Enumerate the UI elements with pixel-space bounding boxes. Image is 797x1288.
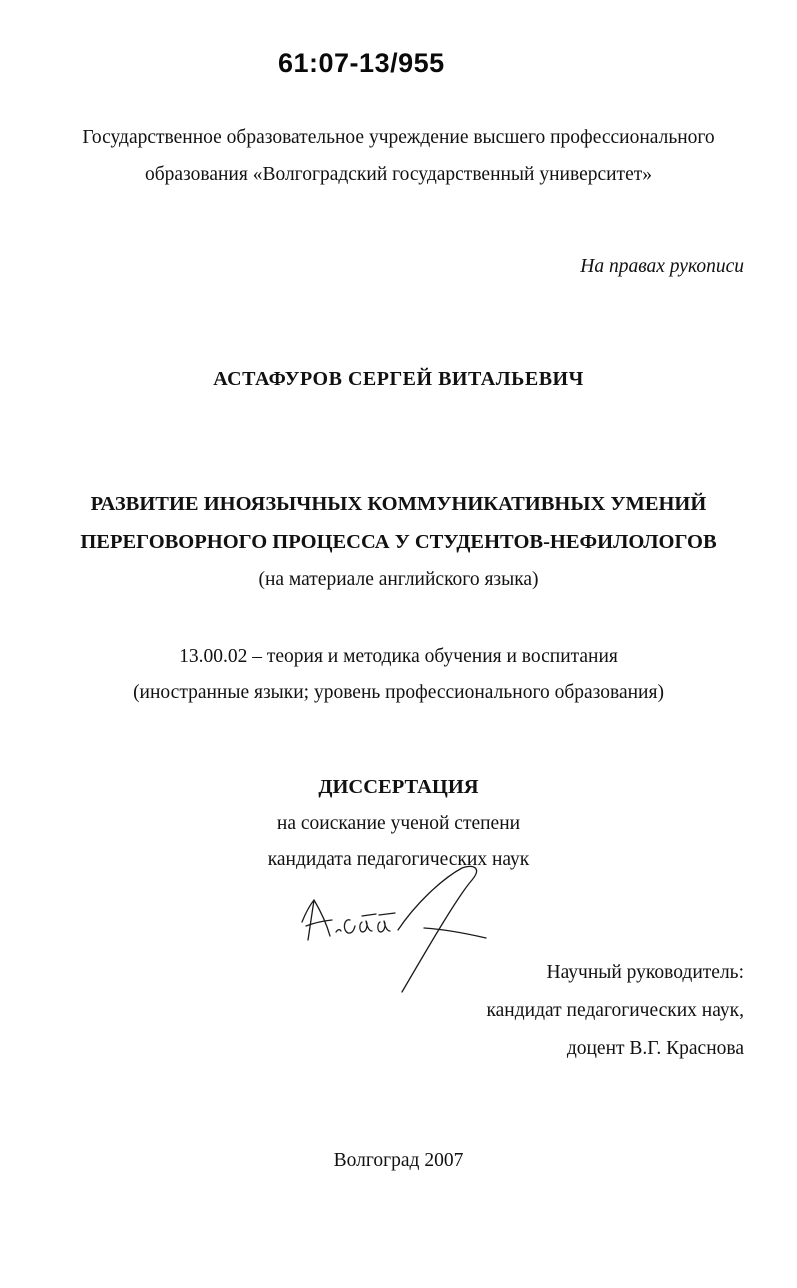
author-name: АСТАФУРОВ СЕРГЕЙ ВИТАЛЬЕВИЧ bbox=[213, 368, 584, 390]
handwritten-signature bbox=[290, 860, 500, 1000]
supervisor-name: доцент В.Г. Краснова bbox=[566, 1038, 744, 1059]
institution-line-1: Государственное образовательное учреждение высшего профессионального bbox=[82, 127, 715, 148]
specialty-line-2: (иностранные языки; уровень профессионального образования) bbox=[133, 682, 664, 703]
supervisor-degree: кандидат педагогических наук, bbox=[486, 1000, 744, 1021]
title-note: (на материале английского языка) bbox=[258, 569, 539, 590]
rights-note: На правах рукописи bbox=[580, 256, 744, 277]
title-line-1: РАЗВИТИЕ ИНОЯЗЫЧНЫХ КОММУНИКАТИВНЫХ УМЕНИЙ bbox=[90, 493, 707, 515]
specialty-line-1: 13.00.02 – теория и методика обучения и воспитания bbox=[179, 646, 618, 667]
place-and-year: Волгоград 2007 bbox=[333, 1150, 464, 1171]
degree-line-1: на соискание ученой степени bbox=[276, 813, 521, 834]
institution-line-2: образования «Волгоградский государственный университет» bbox=[144, 164, 653, 185]
supervisor-label: Научный руководитель: bbox=[546, 962, 744, 983]
archive-code: 61:07-13/955 bbox=[278, 48, 445, 78]
degree-line-2: кандидата педагогических наук bbox=[267, 849, 530, 870]
title-line-2: ПЕРЕГОВОРНОГО ПРОЦЕССА У СТУДЕНТОВ-НЕФИЛОЛОГОВ bbox=[80, 531, 717, 553]
document-type: ДИССЕРТАЦИЯ bbox=[318, 776, 479, 798]
